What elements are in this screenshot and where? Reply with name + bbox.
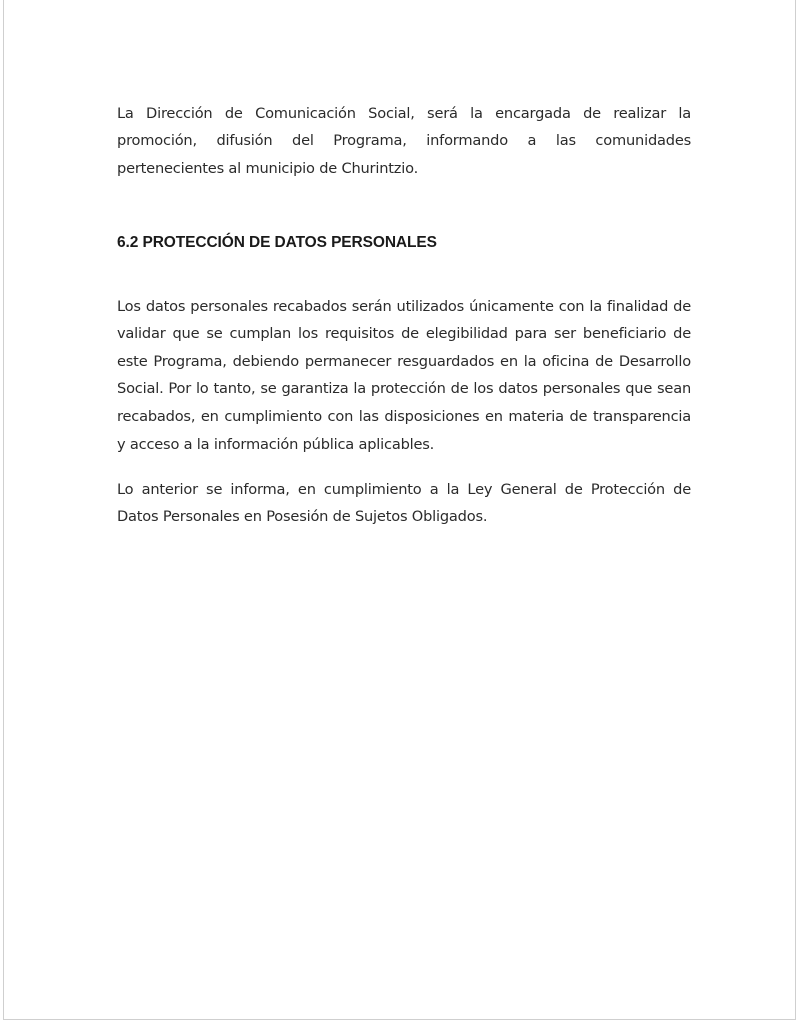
section-heading: 6.2 PROTECCIÓN DE DATOS PERSONALES [117, 234, 437, 251]
document-page [3, 0, 796, 1020]
paragraph-data-protection: Los datos personales recabados serán utilizados únicamente con la finalidad de validar que se cumplan los requisitos de elegibilidad para ser beneficiario de este Programa, debiendo permanecer resguardados en la oficina de Desarrollo Social. Por lo tanto, se garantiza la protección de los datos personales que sean recabados, en cumplimiento con las disposiciones en materia de transparencia y acceso a la información pública aplicables. [117, 297, 691, 453]
paragraph-communication: La Dirección de Comunicación Social, será la encargada de realizar la promoción, difusión del Programa, informando a las comunidades pertenecientes al municipio de Churintzio. [117, 104, 691, 177]
paragraph-legal-notice: Lo anterior se informa, en cumplimiento a la Ley General de Protección de Datos Personales en Posesión de Sujetos Obligados. [117, 480, 691, 526]
